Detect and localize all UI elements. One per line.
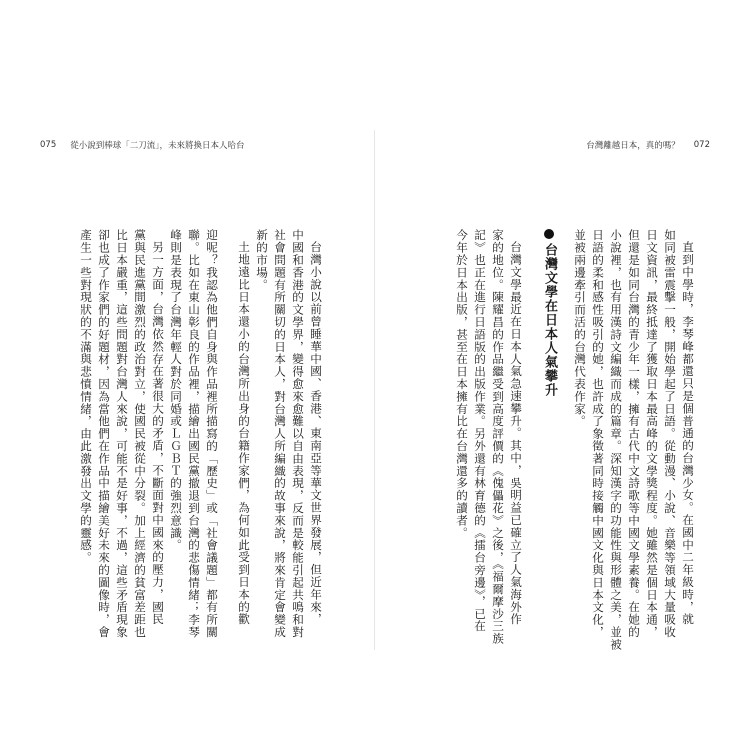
text-column: 台灣文學最近在日本人氣急速攀升。其中，吳明益已確立了人氣海外作 (509, 241, 523, 626)
text-column: 小說裡，也有用漢詩文編織而成的篇章。深知漢字的功能性與形體之美，並被 (609, 229, 623, 651)
left-page-number: 075 (40, 140, 57, 150)
section-heading (537, 229, 561, 651)
text-column: 比日本嚴重，這些問題對台灣人來說，可能不是好事，不過，這些矛盾現象 (115, 229, 129, 639)
text-column: 新的市場。 (255, 229, 269, 291)
text-column: 但還是如同台灣的青少年一樣，擁有古代中文詩歌等中國文學素養。在她的 (627, 229, 641, 639)
text-column: 記》也正在進行日語版的出版作業。另外還有林育德的《擂台旁邊》，已在 (473, 229, 487, 633)
text-column: 迎呢？我認為他們自身與作品裡所描寫的「歷史」或「社會議題」都有所關 (205, 229, 219, 639)
left-body-text (45, 229, 325, 638)
left-chapter-title: 從小說到棒球「二刀流」，未來將換日本人哈台 (70, 141, 245, 151)
section-heading-text: 台灣文學在日本人氣攀升 (542, 243, 557, 397)
text-column: 並被兩邊牽引而活的台灣代表作家。 (573, 229, 587, 428)
right-running-head (586, 139, 710, 151)
left-running-head (40, 139, 245, 151)
text-column: 聯。比如在東山彰良的作品裡，描繪出國民黨撤退到台灣的悲傷情緒；李琴 (187, 229, 201, 639)
text-column: 土地遠比日本還小的台灣所出身的台籍作家們，為何如此受到日本的歡 (237, 241, 251, 626)
text-column: 日文資訊，最終抵達了獲取日本最高峰的文學獎程度。她雖然是個日本通， (645, 229, 659, 639)
text-column: 台灣小說以前曾睡華中國、香港、東南亞等華文世界發展，但近年來， (309, 241, 323, 626)
right-page-number: 072 (693, 140, 710, 150)
bullet-icon (544, 229, 554, 239)
text-column: 如同被雷震擊一般，開始學起了日語。從動漫、小說、音樂等領域大量吸收 (663, 229, 677, 639)
left-page (0, 0, 374, 750)
text-column: 峰則是表現了台灣年輕人對於同婚或ＬＧＢＴ的強烈意識。 (169, 229, 183, 552)
right-body-text (407, 229, 697, 651)
right-chapter-title: 台灣離越日本，真的嗎？ (586, 141, 680, 151)
text-column: 日語的柔和感性吸引的她，也許成了象徵著同時接觸中國文化與日本文化， (591, 229, 605, 639)
text-column: 卻也成了作家們的好題材，因為當他們在作品中描繪美好未來的圖像時，會 (97, 229, 111, 639)
text-column: 產生一些對現狀的不滿與悲憤情緒，由此激發出文學的靈感。 (79, 229, 93, 564)
text-column: 家的地位。陳耀昌的作品繼受到高度評價的《傀儡花》之後，《福爾摩沙三族 (491, 229, 505, 645)
text-column: 另一方面，台灣依然存在著很大的矛盾，不斷面對中國來的壓力，國民 (151, 241, 165, 626)
text-column: 社會問題有所關切的日本人，對台灣人所編織的故事來說，將來肯定會變成 (273, 229, 287, 639)
text-column: 直到中學時，李琴峰都還只是個普通的台灣少女。在國中二年級時，就 (681, 241, 695, 626)
text-column: 今年於日本出版，甚至在日本擁有比在台灣還多的讀者。 (455, 229, 469, 539)
text-column: 黨與民進黨間激烈的政治對立，使國民被從中分裂。加上經濟的貧富差距也 (133, 229, 147, 639)
text-column: 中國和香港的文學界，變得愈來愈難以自由表現，反而是較能引起共鳴和對 (291, 229, 305, 639)
